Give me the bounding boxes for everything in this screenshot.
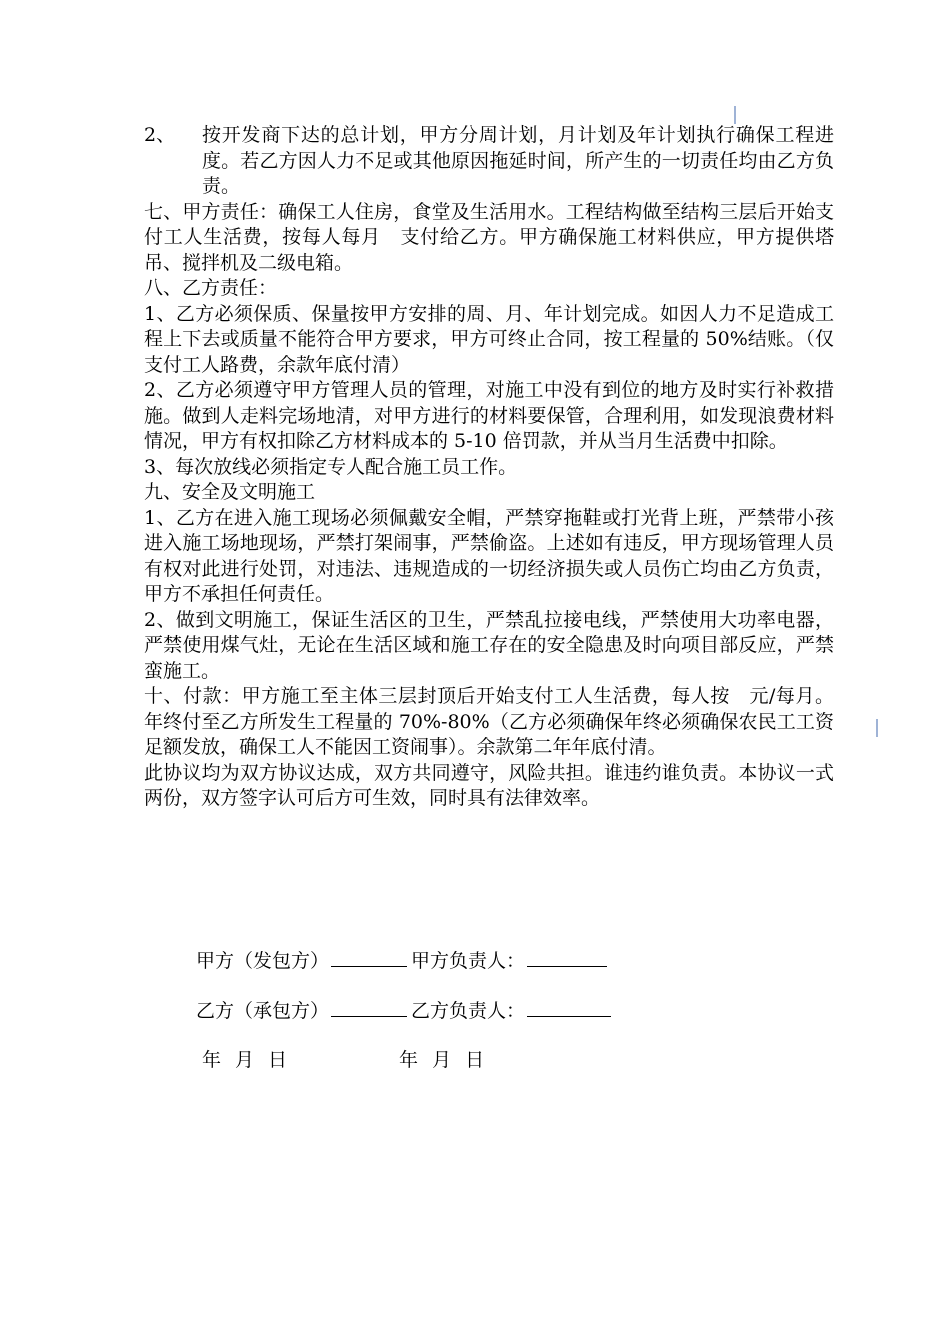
party-a-label: 甲方（发包方） bbox=[196, 950, 330, 972]
section-9-heading: 九、安全及文明施工 bbox=[144, 481, 316, 503]
party-a-rep-label: 甲方负责人： bbox=[411, 950, 526, 972]
party-b-rep-blank bbox=[527, 998, 611, 1017]
section-8-clause-1: 1、乙方必须保质、保量按甲方安排的周、月、年计划完成。如因人力不足造成工程上下去或质量不能符合甲方要求，甲方可终止合同，按工程量的 50%结账。（仅支付工人路费，余款年底付清） bbox=[144, 302, 834, 376]
party-b-rep-label: 乙方负责人： bbox=[411, 1000, 526, 1022]
text-cursor-marker bbox=[734, 106, 736, 124]
section-9-clause-2: 2、做到文明施工，保证生活区的卫生，严禁乱拉接电线，严禁使用大功率电器，严禁使用煤气灶，无论在生活区域和施工存在的安全隐患及时向项目部反应，严禁蛮施工。 bbox=[144, 608, 834, 682]
section-8-heading: 八、乙方责任： bbox=[144, 277, 278, 299]
date-month: 月 bbox=[235, 1049, 255, 1071]
document-body bbox=[144, 123, 834, 812]
section-8-clause-3: 3、每次放线必须指定专人配合施工员工作。 bbox=[144, 455, 518, 478]
date-month: 月 bbox=[432, 1049, 452, 1071]
date-year: 年 bbox=[399, 1049, 419, 1071]
closing-paragraph: 此协议均为双方协议达成，双方共同遵守，风险共担。谁违约谁负责。本协议一式两份，双方签字认可后方可生效，同时具有法律效率。 bbox=[144, 761, 834, 809]
party-a-rep-blank bbox=[527, 948, 607, 967]
party-b-label: 乙方（承包方） bbox=[196, 1000, 330, 1022]
section-9-clause-1: 1、乙方在进入施工现场必须佩戴安全帽，严禁穿拖鞋或打光背上班，严禁带小孩进入施工场地现场，严禁打架闹事，严禁偷盗。上述如有违反，甲方现场管理人员有权对此进行处罚，对违法、违规造成的一切经济损失或人员伤亡均由乙方负责，甲方不承担任何责任。 bbox=[144, 506, 834, 605]
date-day: 日 bbox=[465, 1049, 485, 1071]
text-cursor-marker bbox=[876, 719, 878, 737]
date-day: 日 bbox=[268, 1049, 288, 1071]
party-a-signature-line bbox=[196, 946, 611, 973]
list-item-number: 2、 bbox=[144, 124, 176, 146]
date-year: 年 bbox=[202, 1049, 222, 1071]
party-b-blank bbox=[331, 998, 407, 1017]
section-7-party-a-duties: 七、甲方责任：确保工人住房，食堂及生活用水。工程结构做至结构三层后开始支付工人生活费，按每人每月 支付给乙方。甲方确保施工材料供应，甲方提供塔吊、搅拌机及二级电箱。 bbox=[144, 200, 834, 274]
date-line bbox=[202, 1045, 484, 1072]
party-a-blank bbox=[331, 948, 407, 967]
list-item-text: 按开发商下达的总计划，甲方分周计划，月计划及年计划执行确保工程进度。若乙方因人力不足或其他原因拖延时间，所产生的一切责任均由乙方负责。 bbox=[202, 124, 834, 197]
party-b-signature-line bbox=[196, 996, 615, 1023]
section-8-clause-2: 2、乙方必须遵守甲方管理人员的管理，对施工中没有到位的地方及时实行补救措施。做到人走料完场地清，对甲方进行的材料要保管，合理利用，如发现浪费材料情况，甲方有权扣除乙方材料成本的 5-10 倍罚款，并从当月生活费中扣除。 bbox=[144, 379, 834, 452]
section-10-payment: 十、付款：甲方施工至主体三层封顶后开始支付工人生活费，每人按 元/每月。年终付至乙方所发生工程量的 70%-80%（乙方必须确保年终必须确保农民工工资足额发放，确保工人不能因工资闹事）。余款第二年年底付清。 bbox=[144, 685, 834, 758]
list-item-schedule bbox=[144, 123, 834, 200]
